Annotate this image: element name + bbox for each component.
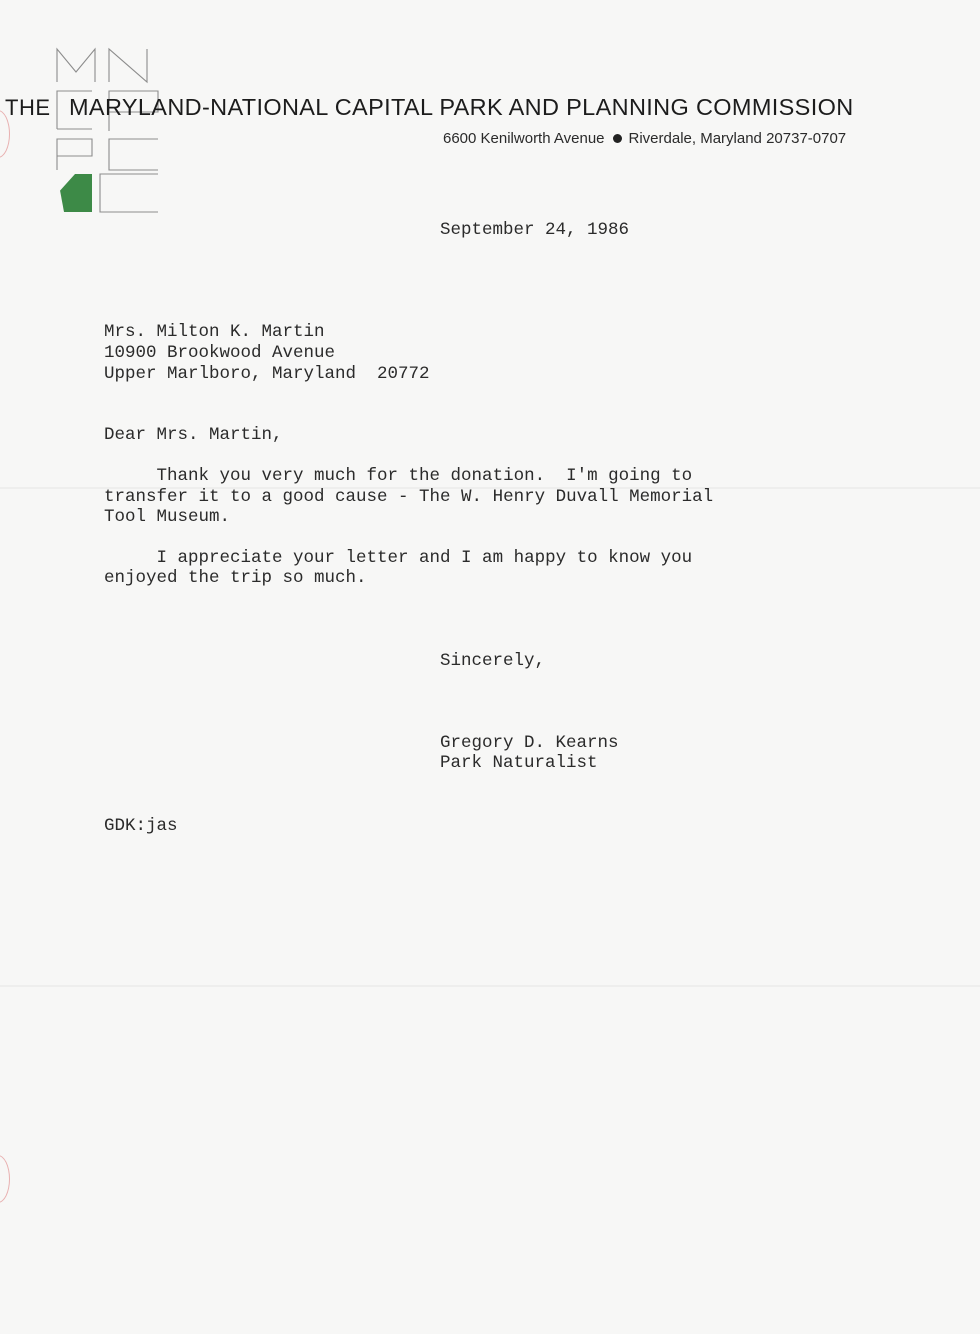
body-line: Thank you very much for the donation. I'm going to bbox=[104, 466, 693, 486]
salutation: Dear Mrs. Martin, bbox=[104, 425, 283, 445]
signer-title: Park Naturalist bbox=[440, 753, 598, 773]
body-line: Tool Museum. bbox=[104, 507, 231, 527]
recipient-name: Mrs. Milton K. Martin bbox=[104, 322, 325, 342]
letterhead-prefix: THE bbox=[5, 95, 51, 120]
organization-name: MARYLAND-NATIONAL CAPITAL PARK AND PLANNING COMMISSION bbox=[69, 94, 854, 120]
letter-date: September 24, 1986 bbox=[440, 220, 630, 240]
bullet-icon bbox=[613, 134, 622, 143]
address-city: Riverdale, Maryland 20737-0707 bbox=[628, 130, 847, 147]
address-street: 6600 Kenilworth Avenue bbox=[443, 130, 605, 147]
signer-name: Gregory D. Kearns bbox=[440, 733, 619, 753]
letterhead-address bbox=[443, 130, 846, 147]
punch-hole-bottom bbox=[0, 1155, 10, 1203]
closing: Sincerely, bbox=[440, 651, 546, 671]
reference-initials: GDK:jas bbox=[104, 816, 178, 836]
mncppc-logo-icon bbox=[52, 44, 162, 216]
body-line: transfer it to a good cause - The W. Henry Duvall Memorial bbox=[104, 487, 714, 507]
body-line: I appreciate your letter and I am happy to know you bbox=[104, 548, 693, 568]
paper-fold-bottom bbox=[0, 985, 980, 987]
recipient-city: Upper Marlboro, Maryland 20772 bbox=[104, 364, 430, 384]
body-line: enjoyed the trip so much. bbox=[104, 568, 367, 588]
recipient-street: 10900 Brookwood Avenue bbox=[104, 343, 336, 363]
